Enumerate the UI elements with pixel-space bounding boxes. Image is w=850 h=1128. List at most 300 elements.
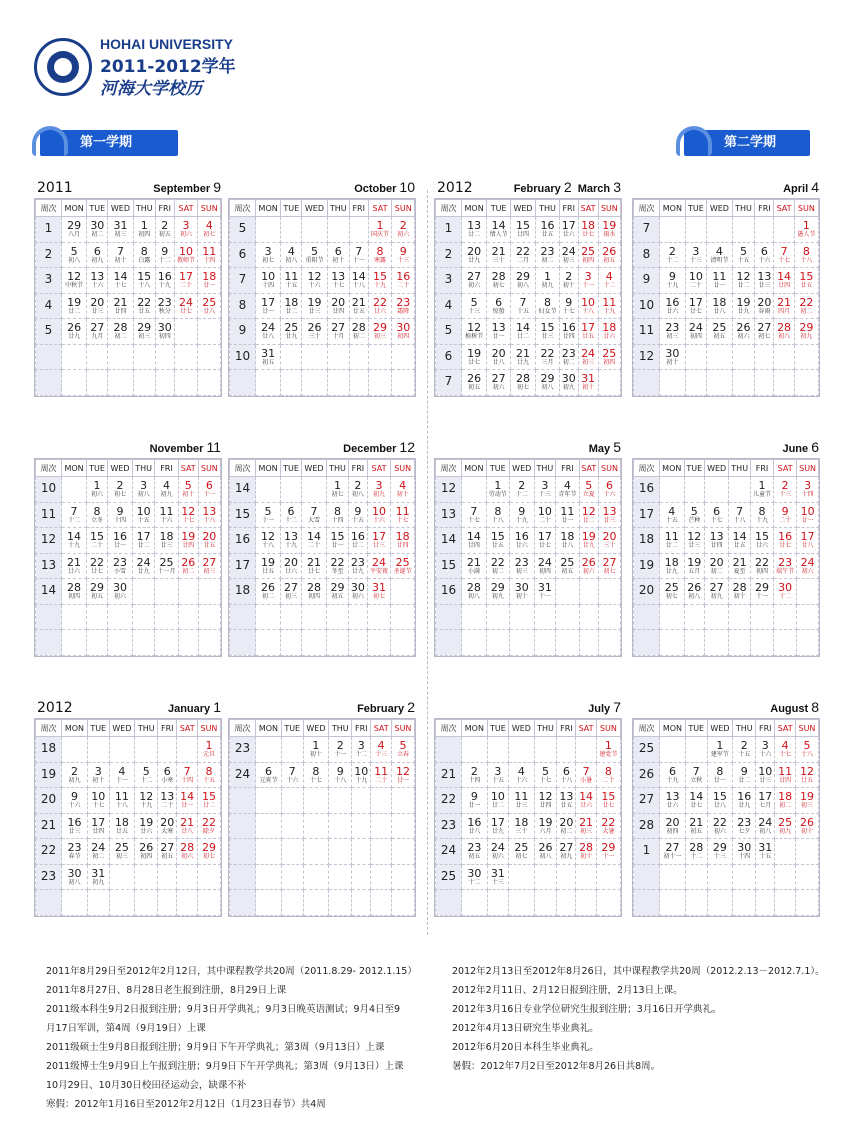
day-cell <box>281 604 302 630</box>
weekday-header: THU <box>534 460 556 477</box>
week-row <box>436 579 621 605</box>
day-cell: 8 立冬 <box>87 502 108 528</box>
day-cell: 25 初七 <box>509 839 535 865</box>
day-cell: 11 十九 <box>598 293 620 319</box>
weekday-header: SUN <box>596 720 620 737</box>
day-cell <box>303 864 329 890</box>
week-number: 12 <box>36 528 62 554</box>
day-cell <box>729 604 751 630</box>
day-cell: 2 初六 <box>392 217 415 243</box>
day-cell: 21 小满 <box>462 553 487 579</box>
day-cell: 20 三十 <box>599 528 621 554</box>
day-cell <box>281 344 302 370</box>
week-row <box>230 604 415 630</box>
day-cell: 24 初三 <box>559 242 578 268</box>
week-row <box>634 864 819 890</box>
day-cell: 6 十一 <box>198 477 220 503</box>
day-cell: 27 初三 <box>281 579 302 605</box>
weekday-header: SUN <box>198 200 221 217</box>
day-cell: 24 初四 <box>685 319 706 345</box>
weekday-header: TUE <box>281 200 302 217</box>
day-cell <box>158 890 177 916</box>
day-cell <box>155 579 179 605</box>
day-cell <box>391 839 414 865</box>
day-cell: 8 二十 <box>596 762 620 788</box>
week-number: 16 <box>436 579 462 605</box>
day-cell <box>733 890 756 916</box>
weekday-header: TUE <box>87 200 108 217</box>
day-cell: 7 十五 <box>510 293 535 319</box>
day-cell <box>534 864 557 890</box>
week-number <box>230 890 256 916</box>
day-cell: 6 十七 <box>704 502 728 528</box>
day-cell: 28 初二 <box>108 319 133 345</box>
day-cell: 10 十四 <box>256 268 281 294</box>
weekday-header: 周次 <box>36 720 62 737</box>
day-cell: 25 初四 <box>598 344 620 370</box>
month-april <box>632 179 820 397</box>
day-cell <box>732 370 755 396</box>
day-cell: 18 廿八 <box>556 528 579 554</box>
week-row <box>230 268 415 294</box>
week-row <box>36 604 221 630</box>
week-row <box>436 502 621 528</box>
day-cell <box>534 604 556 630</box>
day-cell: 23 廿九 <box>349 553 368 579</box>
day-cell <box>177 737 198 763</box>
day-cell: 5 十二 <box>135 762 158 788</box>
week-row <box>36 890 221 916</box>
weekday-header: MON <box>256 200 281 217</box>
day-cell <box>135 890 158 916</box>
weekday-header: SAT <box>578 200 598 217</box>
month-name: June 6 <box>782 439 819 455</box>
day-cell: 3 初九 <box>367 477 391 503</box>
week-row <box>36 762 221 788</box>
day-cell: 31 十五 <box>756 839 775 865</box>
week-row <box>230 839 415 865</box>
day-cell <box>750 630 773 656</box>
weekday-header: TUE <box>487 720 508 737</box>
day-cell: 21 初三 <box>576 813 596 839</box>
week-number: 15 <box>230 502 256 528</box>
day-cell: 22 初四 <box>750 553 773 579</box>
weekday-header: SUN <box>599 460 621 477</box>
week-row <box>634 293 819 319</box>
day-cell: 26 初五 <box>598 242 620 268</box>
day-cell: 18 廿一 <box>198 268 221 294</box>
day-cell <box>775 890 796 916</box>
day-cell: 10 廿二 <box>487 788 508 814</box>
week-row <box>634 319 819 345</box>
week-row <box>230 864 415 890</box>
day-cell <box>349 370 368 396</box>
day-cell <box>371 839 392 865</box>
day-cell <box>795 839 818 865</box>
day-cell <box>576 737 596 763</box>
day-cell: 16 廿七 <box>774 528 797 554</box>
day-cell <box>774 370 794 396</box>
day-cell: 22 除夕 <box>197 813 220 839</box>
day-cell <box>256 813 282 839</box>
day-cell: 14 二十 <box>301 528 326 554</box>
week-row <box>634 762 819 788</box>
day-cell <box>108 344 133 370</box>
week-row <box>634 502 819 528</box>
week-number: 4 <box>36 293 62 319</box>
day-cell: 27 初三 <box>198 553 220 579</box>
weekday-header: WED <box>509 460 534 477</box>
day-cell: 16 廿四 <box>559 319 578 345</box>
day-cell: 17 廿五 <box>578 319 598 345</box>
day-cell <box>509 604 534 630</box>
day-cell <box>685 864 707 890</box>
day-cell <box>556 630 579 656</box>
week-number <box>436 890 462 916</box>
day-cell <box>329 839 352 865</box>
day-cell: 8 十五 <box>197 762 220 788</box>
day-cell <box>462 737 488 763</box>
day-cell: 26 初二 <box>178 553 198 579</box>
day-cell: 3 十五 <box>487 762 508 788</box>
day-cell: 25 廿九 <box>281 319 302 345</box>
week-row <box>36 319 221 345</box>
day-cell <box>774 604 797 630</box>
day-cell <box>509 890 535 916</box>
week-number: 8 <box>230 293 256 319</box>
day-cell: 12 十七 <box>178 502 198 528</box>
week-number: 18 <box>230 579 256 605</box>
day-cell: 1 初六 <box>87 477 108 503</box>
weekday-header: SAT <box>177 720 198 737</box>
day-cell <box>62 890 88 916</box>
day-cell: 3 初七 <box>256 242 281 268</box>
day-cell: 2 十三 <box>774 477 797 503</box>
weekday-header: TUE <box>486 460 509 477</box>
weekday-header: 周次 <box>230 200 256 217</box>
week-row <box>436 293 621 319</box>
day-cell: 25 初四 <box>578 242 598 268</box>
day-cell <box>256 477 281 503</box>
weekday-header: FRI <box>756 720 775 737</box>
day-cell: 13 二十 <box>158 788 177 814</box>
month-june <box>632 439 820 657</box>
day-cell: 19 廿三 <box>302 293 327 319</box>
day-cell <box>371 788 392 814</box>
weekday-header: FRI <box>155 460 179 477</box>
day-cell: 14 十七 <box>108 268 133 294</box>
day-cell <box>352 788 371 814</box>
week-number <box>436 630 462 656</box>
day-cell <box>174 370 198 396</box>
week-number <box>634 604 660 630</box>
day-cell: 17 廿六 <box>559 217 578 243</box>
day-cell: 15 廿一 <box>326 528 348 554</box>
month-header <box>229 433 417 457</box>
day-cell: 12 植树节 <box>462 319 487 345</box>
week-number: 27 <box>634 788 660 814</box>
weekday-header: SAT <box>178 460 198 477</box>
day-cell: 8 白露 <box>133 242 155 268</box>
day-cell <box>599 579 621 605</box>
day-cell <box>684 630 704 656</box>
day-cell: 18 廿二 <box>281 293 302 319</box>
day-cell: 3 初八 <box>133 477 155 503</box>
day-cell: 9 廿二 <box>733 762 756 788</box>
day-cell <box>775 864 796 890</box>
weekday-header: TUE <box>487 200 511 217</box>
day-cell: 13 廿四 <box>704 528 728 554</box>
day-cell: 22 廿六 <box>368 293 392 319</box>
week-row <box>634 737 819 763</box>
day-cell: 25 初七 <box>660 579 685 605</box>
day-cell: 17 廿八 <box>797 528 819 554</box>
day-cell: 23 秋分 <box>155 293 174 319</box>
day-cell: 16 廿三 <box>62 813 88 839</box>
week-number: 23 <box>436 813 462 839</box>
day-cell: 30 初九 <box>559 370 578 396</box>
day-cell <box>302 370 327 396</box>
day-cell: 27 九月 <box>87 319 108 345</box>
day-cell: 29 初七 <box>197 839 220 865</box>
week-number <box>230 630 256 656</box>
day-cell: 16 廿五 <box>536 217 560 243</box>
day-cell: 1 初九 <box>536 268 560 294</box>
weekday-header: TUE <box>87 720 109 737</box>
day-cell <box>509 630 534 656</box>
day-cell <box>87 890 109 916</box>
day-cell: 22 廿五 <box>133 293 155 319</box>
day-cell: 21 廿九 <box>510 344 535 370</box>
year-label: 2012 <box>437 180 473 196</box>
week-number: 17 <box>634 502 660 528</box>
day-cell <box>197 864 220 890</box>
day-cell: 5 十三 <box>462 293 487 319</box>
week-row <box>36 477 221 503</box>
day-cell: 26 初六 <box>732 319 755 345</box>
day-cell <box>178 630 198 656</box>
day-cell <box>509 864 535 890</box>
week-row <box>36 553 221 579</box>
weekday-header: SUN <box>392 200 415 217</box>
week-row <box>436 839 621 865</box>
note-line: 10月29日、10月30日校田径运动会，缺课不补 <box>46 1080 247 1091</box>
week-row <box>230 217 415 243</box>
day-cell: 6 十六 <box>599 477 621 503</box>
note-line: 2011年8月29日至2012年2月12日，其中课程教学共20周（2011.8.29- 2012.1.15） <box>46 966 417 977</box>
weekday-header: THU <box>326 460 348 477</box>
week-number: 8 <box>634 242 660 268</box>
day-cell: 1 国庆节 <box>368 217 392 243</box>
week-number <box>230 604 256 630</box>
day-cell: 29 初五 <box>326 579 348 605</box>
note-line: 暑假：2012年7月2日至2012年8月26日共8周。 <box>452 1061 661 1072</box>
day-cell: 7 大雪 <box>301 502 326 528</box>
day-cell: 13 十八 <box>198 502 220 528</box>
week-number <box>634 630 660 656</box>
day-cell: 21 三十 <box>487 242 511 268</box>
day-cell: 31 初九 <box>87 864 109 890</box>
day-cell: 29 十三 <box>707 839 733 865</box>
week-row <box>634 553 819 579</box>
weekday-header: WED <box>108 200 133 217</box>
week-number: 15 <box>436 553 462 579</box>
day-cell: 27 初九 <box>557 839 576 865</box>
day-cell: 12 廿四 <box>534 788 557 814</box>
semester-tab-second: 第二学期 <box>684 130 810 156</box>
week-row <box>634 579 819 605</box>
university-logo <box>34 38 92 96</box>
week-row <box>36 344 221 370</box>
week-row <box>230 813 415 839</box>
day-cell: 12 廿二 <box>579 502 599 528</box>
day-cell: 2 初十 <box>559 268 578 294</box>
week-number <box>436 604 462 630</box>
day-cell: 23 端午节 <box>774 553 797 579</box>
day-cell: 7 十八 <box>729 502 751 528</box>
day-cell <box>256 370 281 396</box>
day-cell <box>256 604 281 630</box>
week-number <box>36 604 62 630</box>
day-cell: 26 初八 <box>684 579 704 605</box>
day-cell: 21 夏至 <box>729 553 751 579</box>
day-cell: 11 十七 <box>391 502 415 528</box>
day-cell: 5 初八 <box>62 242 87 268</box>
day-cell: 10 廿三 <box>756 762 775 788</box>
week-row <box>436 319 621 345</box>
week-number: 7 <box>436 370 462 396</box>
week-number: 10 <box>634 293 660 319</box>
day-cell: 27 初六 <box>487 370 511 396</box>
day-cell <box>392 370 415 396</box>
month-name: February 2 <box>357 699 415 715</box>
day-cell <box>198 344 221 370</box>
weekday-header: TUE <box>685 200 706 217</box>
day-cell <box>303 788 329 814</box>
day-cell <box>704 604 728 630</box>
day-cell: 30 十二 <box>774 579 797 605</box>
day-cell <box>685 890 707 916</box>
day-cell <box>598 370 620 396</box>
week-row <box>36 839 221 865</box>
day-cell: 25 初五 <box>556 553 579 579</box>
week-row <box>436 242 621 268</box>
week-row <box>436 370 621 396</box>
day-cell <box>660 370 686 396</box>
day-cell: 15 十九 <box>368 268 392 294</box>
day-cell <box>732 344 755 370</box>
day-cell <box>509 737 535 763</box>
weekday-header: FRI <box>158 720 177 737</box>
week-row <box>36 579 221 605</box>
day-cell: 4 初十 <box>391 477 415 503</box>
day-cell <box>108 630 133 656</box>
day-cell: 29 初三 <box>133 319 155 345</box>
weekday-header: SUN <box>198 460 220 477</box>
day-cell <box>391 813 414 839</box>
month-name: September 9 <box>153 179 221 195</box>
day-cell <box>303 813 329 839</box>
day-cell <box>704 630 728 656</box>
note-line: 2012年6月20日本科生毕业典礼。 <box>452 1042 599 1053</box>
day-cell: 3 十一 <box>578 268 598 294</box>
month-name: August 8 <box>770 699 819 715</box>
weekday-header: 周次 <box>230 720 256 737</box>
day-cell: 18 廿七 <box>578 217 598 243</box>
day-cell <box>198 630 220 656</box>
day-cell <box>62 604 87 630</box>
day-cell: 13 廿五 <box>557 788 576 814</box>
month-name: January 1 <box>167 699 221 715</box>
weekday-header: MON <box>62 460 87 477</box>
day-cell: 16 十九 <box>155 268 174 294</box>
day-cell: 22 初二 <box>794 293 818 319</box>
day-cell <box>349 604 368 630</box>
month-july <box>434 699 622 917</box>
day-cell <box>108 370 133 396</box>
weekday-header: THU <box>732 200 755 217</box>
weekday-header: SUN <box>797 460 819 477</box>
day-cell: 5 十五 <box>732 242 755 268</box>
day-cell: 3 十四 <box>797 477 819 503</box>
weekday-header: FRI <box>352 720 371 737</box>
weekday-header: SAT <box>774 460 797 477</box>
day-cell: 30 初十 <box>660 344 686 370</box>
month-header <box>435 173 623 197</box>
day-cell: 24 初六 <box>797 553 819 579</box>
day-cell: 29 初九 <box>794 319 818 345</box>
day-cell: 13 十九 <box>281 528 302 554</box>
weekday-header: SUN <box>391 720 414 737</box>
day-cell <box>281 370 302 396</box>
day-cell: 9 二十 <box>774 502 797 528</box>
week-number: 1 <box>36 217 62 243</box>
weekday-header: MON <box>62 200 87 217</box>
month-name: July 7 <box>588 699 621 715</box>
week-number: 5 <box>230 217 256 243</box>
week-number: 1 <box>634 839 660 865</box>
day-cell: 23 小雪 <box>108 553 133 579</box>
day-cell: 23 七夕 <box>733 813 756 839</box>
week-number <box>230 370 256 396</box>
day-cell: 16 廿六 <box>509 528 534 554</box>
day-cell: 14 十九 <box>62 528 87 554</box>
day-cell: 6 初九 <box>87 242 108 268</box>
month-may <box>434 439 622 657</box>
day-cell: 16 廿九 <box>733 788 756 814</box>
day-cell: 2 十二 <box>509 477 534 503</box>
day-cell: 2 十五 <box>733 737 756 763</box>
weekday-header: WED <box>109 720 135 737</box>
day-cell: 30 十二 <box>462 864 488 890</box>
day-cell <box>486 630 509 656</box>
day-cell: 15 廿三 <box>536 319 560 345</box>
day-cell <box>256 217 281 243</box>
day-cell: 11 廿一 <box>556 502 579 528</box>
day-cell <box>303 890 329 916</box>
day-cell: 6 元宵节 <box>256 762 282 788</box>
day-cell: 22 廿七 <box>87 553 108 579</box>
day-cell <box>329 890 352 916</box>
day-cell: 3 十三 <box>685 242 706 268</box>
weekday-header: MON <box>660 720 686 737</box>
day-cell <box>158 737 177 763</box>
day-cell: 2 初九 <box>62 762 88 788</box>
day-cell <box>579 579 599 605</box>
day-cell: 20 廿四 <box>327 293 349 319</box>
day-cell: 30 初四 <box>155 319 174 345</box>
weekday-header: THU <box>329 720 352 737</box>
